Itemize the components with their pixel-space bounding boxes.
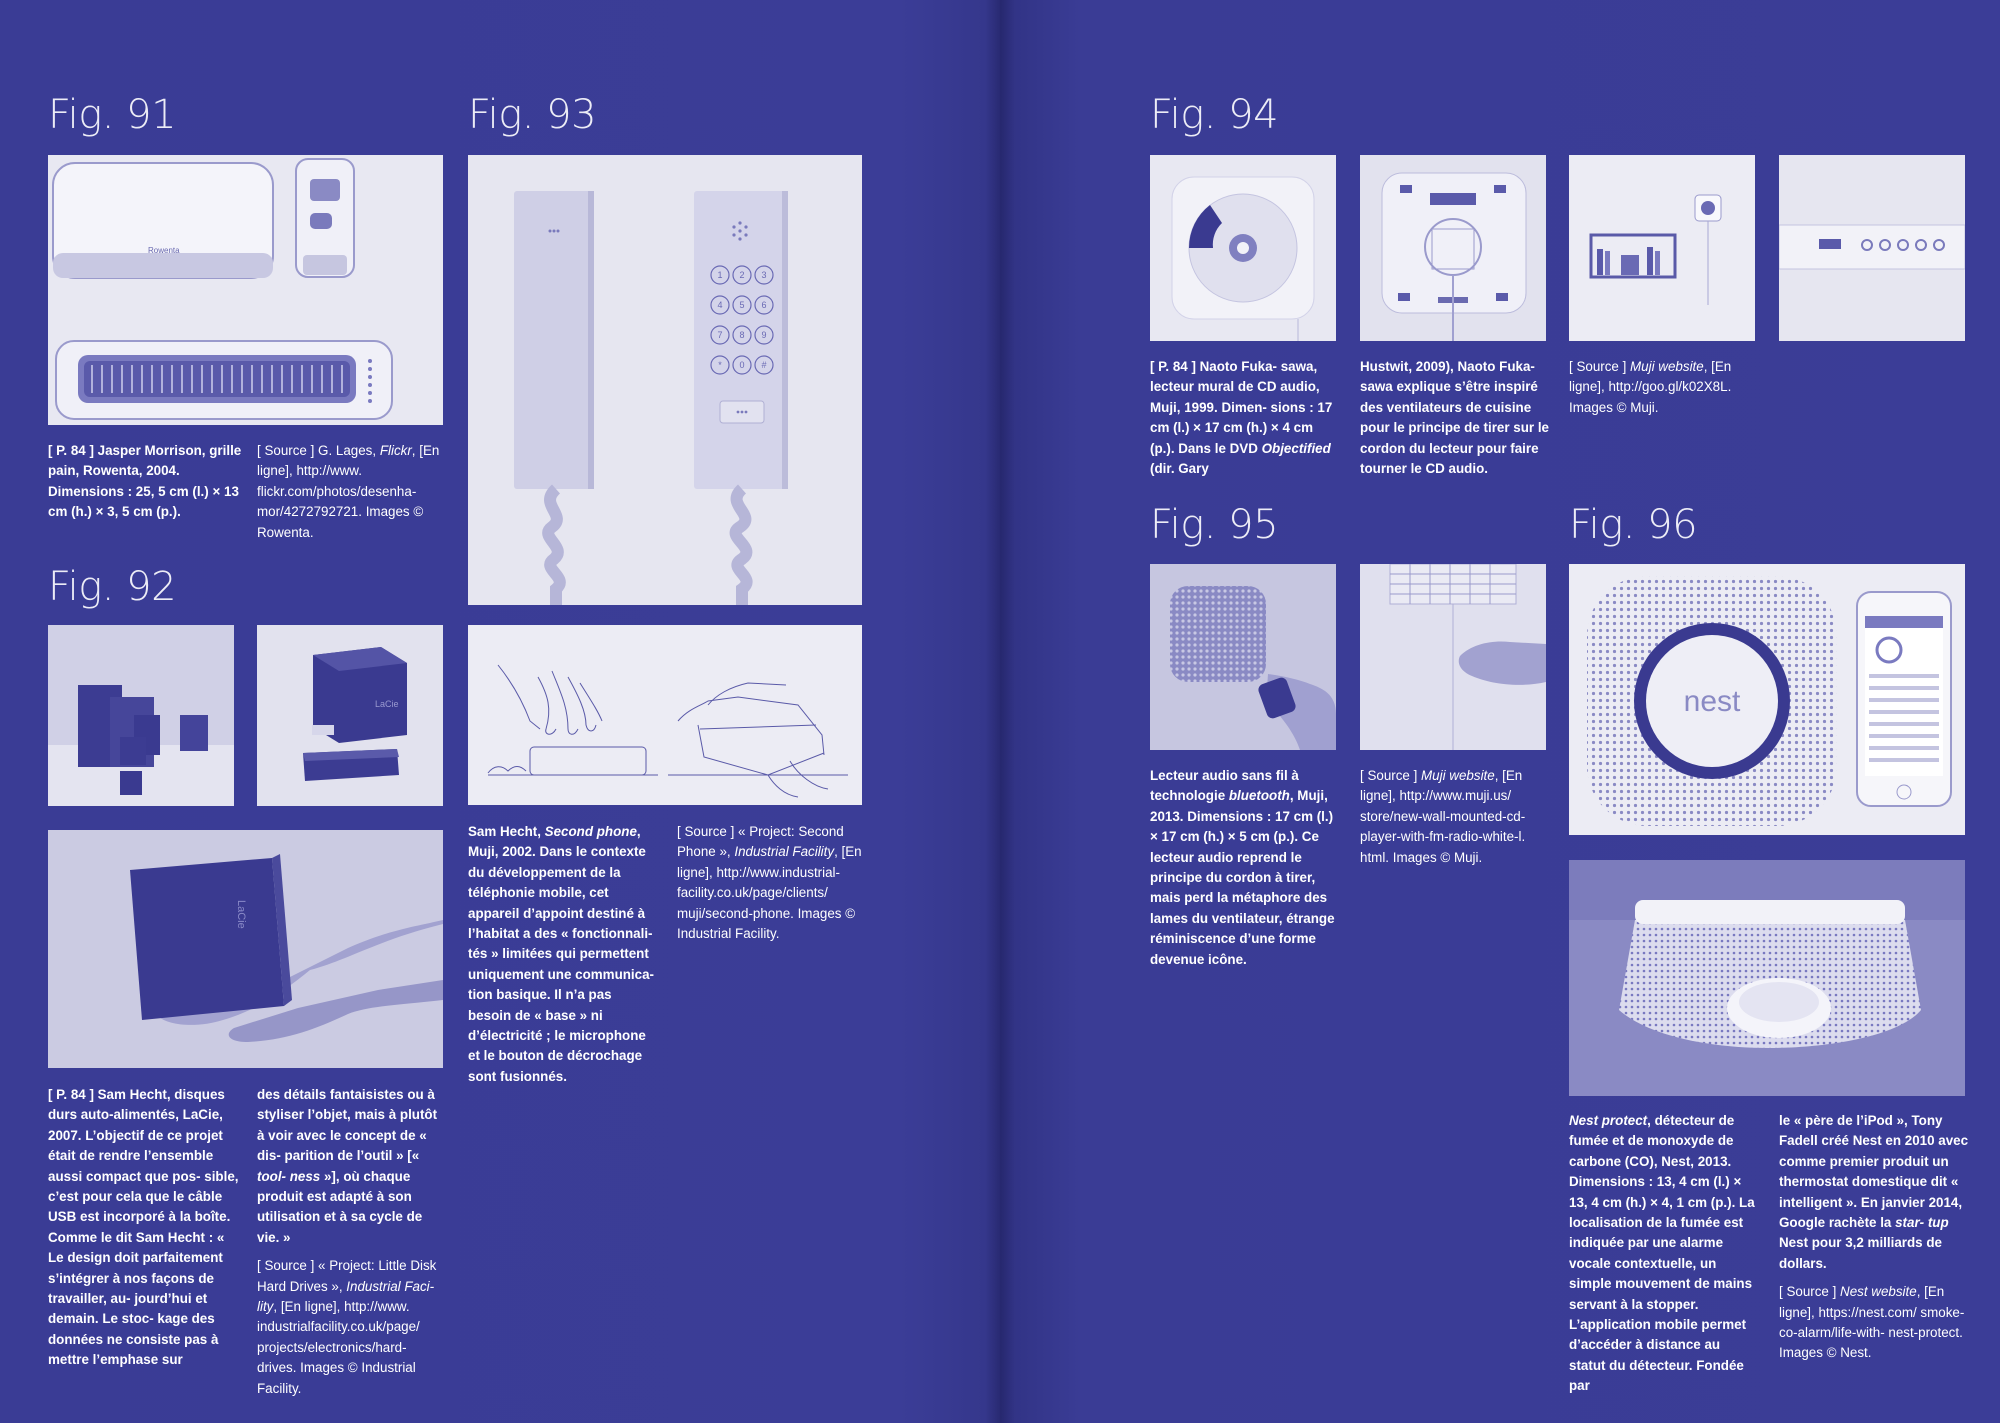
fig-91-brand-text: Rowenta bbox=[148, 246, 180, 255]
fig-92-hand-drive-photo bbox=[48, 830, 443, 1068]
fig-96-nest-ceiling-photo bbox=[1569, 860, 1965, 1096]
fig-94-caption-col1: [ P. 84 ] Naoto Fuka- sawa, lecteur mural de CD audio, Muji, 1999. Dimen- sions : 17 cm (l.) × 17 cm (h.) × 4 cm (p.). Dans le DVD Objectified (dir. Gary bbox=[1150, 359, 1333, 477]
key-star: * bbox=[718, 360, 722, 370]
fig-96-label: Fig. 96 bbox=[1569, 502, 1698, 548]
key-2: 2 bbox=[739, 270, 745, 280]
fig-93-sketch bbox=[468, 625, 862, 805]
fig-94-cd-player-back-photo bbox=[1360, 155, 1546, 341]
fig-95-label: Fig. 95 bbox=[1150, 502, 1279, 548]
radio-player-illustration bbox=[1779, 155, 1965, 341]
fig-92-drive-cable-photo bbox=[257, 625, 443, 806]
wall-speaker-illustration bbox=[1150, 564, 1336, 750]
fig-92-label: Fig. 92 bbox=[48, 564, 177, 610]
fig-94-cd-player-front-photo bbox=[1150, 155, 1336, 341]
hand-holding-drive-illustration bbox=[48, 830, 443, 1068]
key-8: 8 bbox=[739, 330, 745, 340]
key-5: 5 bbox=[739, 300, 745, 310]
fig-96-caption-col2: le « père de l’iPod », Tony Fadell créé Nest en 2010 avec comme premier produit un thermostat domestique dit « intelligent ». En janvier 2014, Google rachète la star- tup Nest pour 3,2 milliards de dollars. [ Source ] Nest website, [En ligne], https://nest.com/ smoke-co-alarm/life-with- nest-protect. Images © Nest. bbox=[1779, 1113, 1969, 1361]
fig-96-nest-app-photo bbox=[1569, 564, 1965, 835]
key-0: 0 bbox=[739, 360, 745, 370]
fig-93-phone-photo bbox=[468, 155, 862, 605]
fig-92-drives-group-photo bbox=[48, 625, 234, 806]
key-4: 4 bbox=[717, 300, 723, 310]
fig-94-source: [ Source ] Muji website, [En ligne], http://goo.gl/k02X8L. Images © Muji. bbox=[1569, 359, 1732, 415]
fig-94-caption-col2: Hustwit, 2009), Naoto Fuka- sawa explique s’être inspiré des ventilateurs de cuisine pour le principe de tirer sur le cordon du lecteur pour faire tourner le CD audio. bbox=[1360, 359, 1550, 477]
fig-91-toaster-photo bbox=[48, 155, 443, 425]
toaster-illustration bbox=[48, 155, 443, 425]
key-1: 1 bbox=[717, 270, 723, 280]
fig-92-brand-text-2: LaCie bbox=[235, 900, 247, 929]
fig-94-shelf-photo bbox=[1569, 155, 1755, 341]
key-6: 6 bbox=[761, 300, 767, 310]
cd-player-back-illustration bbox=[1360, 155, 1546, 341]
fig-91-label: Fig. 91 bbox=[48, 92, 177, 138]
fig-93-label: Fig. 93 bbox=[468, 92, 597, 138]
key-hash: # bbox=[761, 360, 767, 370]
nest-ceiling-illustration bbox=[1569, 860, 1965, 1096]
key-9: 9 bbox=[761, 330, 767, 340]
fig-93-source: [ Source ] « Project: Second Phone », Industrial Facility, [En ligne], http://www.industrial- facility.co.uk/page/clients/ muji/second-phone. Images © Industrial Facility. bbox=[677, 824, 862, 942]
shelf-with-player-illustration bbox=[1569, 155, 1755, 341]
fig-96-brand-text: nest bbox=[1683, 685, 1741, 718]
book-spine-shadow bbox=[985, 0, 1015, 1423]
fig-91-source: [ Source ] G. Lages, Flickr, [En ligne], http://www. flickr.com/photos/desenha- mor/4272792721. Images © Rowenta. bbox=[257, 443, 440, 540]
key-7: 7 bbox=[717, 330, 723, 340]
fig-95-speaker-photo bbox=[1150, 564, 1336, 750]
fig-95-source: [ Source ] Muji website, [En ligne], http://www.muji.us/ store/new-wall-mounted-cd- player-with-fm-radio-white-l. html. Images © Muji. bbox=[1360, 768, 1526, 865]
fig-96-caption-col1: Nest protect, détecteur de fumée et de monoxyde de carbone (CO), Nest, 2013. Dimensions : 13, 4 cm (l.) × 13, 4 cm (h.) × 4, 1 cm (p.). La localisation de la fumée est indiquée par une alarme vocale contextuelle, un simple mouvement de mains servant à la stopper. L’application mobile permet d’accéder à distance au statut du détecteur. Fondée par bbox=[1569, 1113, 1755, 1394]
fig-93-caption: Sam Hecht, Second phone, Muji, 2002. Dans le contexte du développement de la téléphonie mobile, cet appareil d’appoint destiné à l’habitat a des « fonctionnali- tés » limitées qui permettent uniquement une communica- tion basique. Il n’a pas besoin de « base » ni d’électricité ; le microphone et le bouton de décrochage sont fusionnés. bbox=[468, 824, 654, 1084]
fig-91-caption: [ P. 84 ] Jasper Morrison, grille pain, Rowenta, 2004. Dimensions : 25, 5 cm (l.) × 13 cm (h.) × 3, 5 cm (p.). bbox=[48, 443, 242, 520]
fig-94-radio-photo bbox=[1779, 155, 1965, 341]
fig-92-caption-col2: des détails fantaisistes ou à styliser l’objet, mais à plutôt à voir avec le concept de « dis- parition de l’outil » [« tool- ness »], où chaque produit est adapté à son utilisation et à sa cycle de vie. » [ Source ] « Project: Little Disk Hard Drives », Industrial Faci- lity, [En ligne], http://www. industrialfacility.co.uk/page/ projects/electronics/hard- drives. Images © Industrial Facility. bbox=[257, 1087, 438, 1396]
fig-95-cord-pull-photo bbox=[1360, 564, 1546, 750]
key-3: 3 bbox=[761, 270, 767, 280]
nest-and-phone-illustration bbox=[1569, 564, 1965, 835]
hard-drive-usb-illustration bbox=[257, 625, 443, 806]
hard-drives-group-illustration bbox=[48, 625, 234, 806]
wall-phone-illustration bbox=[468, 155, 862, 605]
fig-95-caption: Lecteur audio sans fil à technologie bluetooth, Muji, 2013. Dimensions : 17 cm (l.) × 17 cm (h.) × 5 cm (p.). Ce lecteur audio reprend le principe du cordon à tirer, mais perd la métaphore des lames du ventilateur, étrange réminiscence d’une forme devenue icône. bbox=[1150, 768, 1335, 967]
cd-player-front-illustration bbox=[1150, 155, 1336, 341]
cord-pull-illustration bbox=[1360, 564, 1546, 750]
fig-92-brand-text: LaCie bbox=[375, 699, 399, 709]
phone-sketch-illustration bbox=[468, 625, 862, 805]
fig-94-label: Fig. 94 bbox=[1150, 92, 1279, 138]
fig-92-caption-col1: [ P. 84 ] Sam Hecht, disques durs auto-alimentés, LaCie, 2007. L’objectif de ce projet était de rendre l’ensemble aussi compact que pos- sible, c’est pour cela que le câble USB est incorporé à la boîte. Comme le dit Sam Hecht : « Le design doit parfaitement s’intégrer à nos façons de travailler, au- jourd’hui et demain. Le stoc- kage des données ne consiste pas à mettre l’emphase sur bbox=[48, 1087, 239, 1368]
